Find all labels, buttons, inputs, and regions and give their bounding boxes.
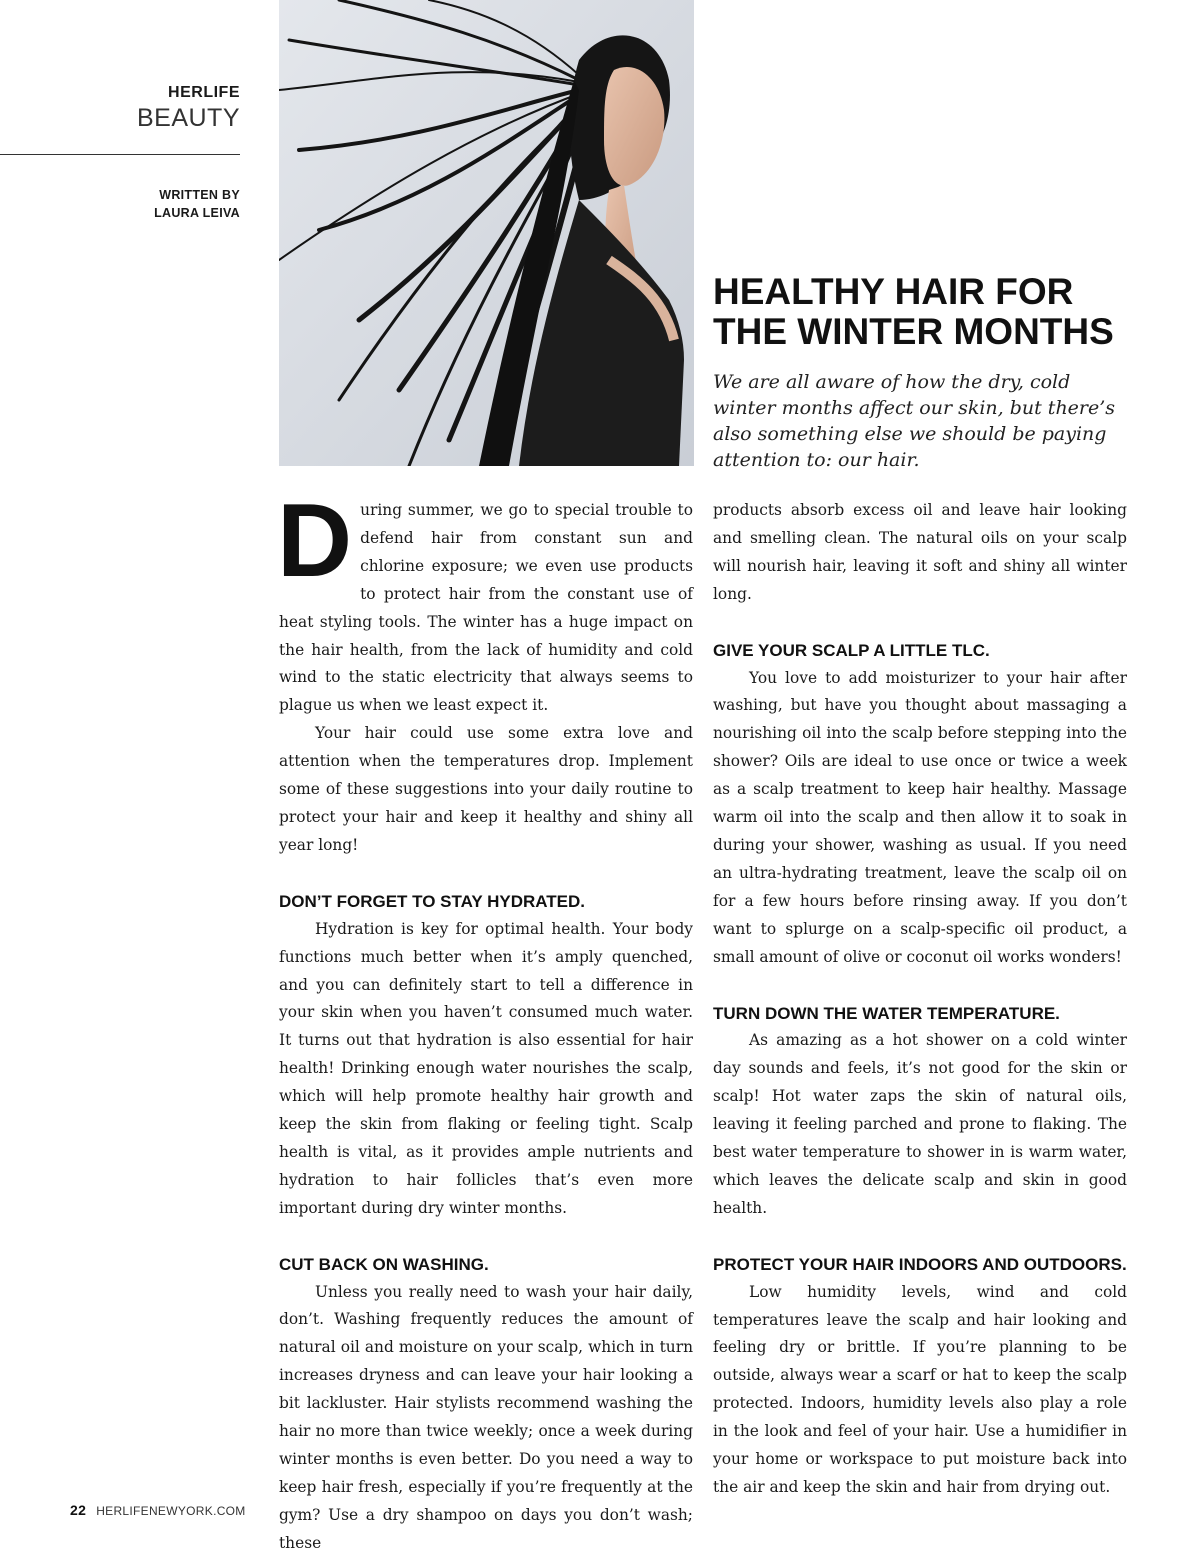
section-heading-scalp: GIVE YOUR SCALP A LITTLE TLC. — [713, 640, 990, 660]
byline — [154, 186, 240, 222]
section-body-washing-continued: products absorb excess oil and leave hair looking and smelling clean. The natural oils on your scalp will nourish hair, leaving it soft and shiny all winter long. — [713, 501, 1127, 603]
footer-site-link[interactable]: HERLIFENEWYORK.COM — [96, 1504, 246, 1518]
section-body-scalp: You love to add moisturizer to your hair after washing, but have you thought about massaging a nourishing oil into the scalp before stepping into the shower? Oils are ideal to use once or twice a week as a scalp treatment to keep hair healthy. Massage warm oil into the scalp and then allow it to soak in during your shower, washing as usual. If you need an ultra-hydrating treatment, leave the scalp oil on for a few hours before rinsing away. If you don’t want to splurge on a scalp-specific oil product, a small amount of olive or coconut oil works wonders! — [713, 668, 1127, 966]
drop-cap: D — [277, 483, 353, 599]
hero-photo — [279, 0, 694, 466]
article-column-left — [277, 483, 693, 1558]
section-body-temperature: As amazing as a hot shower on a cold winter day sounds and feels, it’s not good for the skin or scalp! Hot water zaps the skin of natural oils, leaving it feeling parched and prone to flaking. The best water temperature to shower in is warm water, which leaves the delicate scalp and skin in good health. — [713, 1031, 1127, 1217]
section-heading-protect: PROTECT YOUR HAIR INDOORS AND OUTDOORS. — [713, 1254, 1127, 1274]
section-body-protect: Low humidity levels, wind and cold temperatures leave the scalp and hair looking and feeling dry or brittle. If you’re planning to be outside, always wear a scarf or hat to keep the scalp protected. Indoors, humidity levels also play a role in the look and feel of your hair. Use a humidifier in your home or workspace to put moisture back into the air and keep the skin and hair from drying out. — [713, 1282, 1127, 1496]
intro-paragraph-2: Your hair could use some extra love and attention when the temperatures drop. Implement some of these suggestions into your daily routine to protect your hair and keep it healthy and shiny all year long! — [279, 724, 693, 854]
byline-label: WRITTEN BY — [159, 188, 240, 202]
page-number: 22 — [70, 1502, 87, 1518]
byline-author: LAURA LEIVA — [154, 206, 240, 220]
section-heading-temperature: TURN DOWN THE WATER TEMPERATURE. — [713, 1003, 1060, 1023]
section-name: BEAUTY — [136, 104, 240, 132]
section-divider — [0, 154, 240, 155]
intro-paragraph-1 — [277, 483, 693, 720]
section-body-hydrated: Hydration is key for optimal health. Your body functions much better when it’s amply quenched, and you can definitely start to tell a difference in your skin when you haven’t consumed much water. It turns out that hydration is also essential for hair health! Drinking enough water nourishes the scalp, which will help promote healthy hair growth and keep the skin from flaking or feeling tight. Scalp health is vital, as it provides ample nutrients and hydration to hair follicles that’s even more important during dry winter months. — [279, 919, 693, 1217]
article-headline — [713, 272, 1153, 352]
headline-line-2: THE WINTER MONTHS — [713, 311, 1114, 352]
headline-line-1: HEALTHY HAIR FOR — [713, 271, 1074, 312]
section-heading-washing: CUT BACK ON WASHING. — [279, 1254, 489, 1274]
section-heading-hydrated: DON’T FORGET TO STAY HYDRATED. — [279, 891, 586, 911]
intro-paragraph-1-text: uring summer, we go to special trouble to defend hair from constant sun and chlorine exposure; we even use products to protect hair from the constant use of heat styling tools. The winter has a huge impact on the hair health, from the lack of humidity and cold wind to the static electricity that always seems to plague us when we least expect it. — [279, 501, 693, 715]
article-column-right — [713, 497, 1127, 1502]
article-dek: We are all aware of how the dry, cold winter months affect our skin, but there’s also something else we should be paying attention to: our hair. — [713, 371, 1116, 471]
section-body-washing: Unless you really need to wash your hair daily, don’t. Washing frequently reduces the amount of natural oil and moisture on your scalp, which in turn increases dryness and can leave your hair looking a bit lackluster. Hair stylists recommend washing the hair no more than twice weekly; once a week during winter months is even better. Do you need a way to keep hair fresh, especially if you’re frequently at the gym? Use a dry shampoo on days you don’t wash; these — [279, 1282, 693, 1552]
section-header — [137, 82, 240, 132]
page-footer — [70, 1502, 246, 1518]
publication-name: HERLIFE — [168, 84, 240, 101]
